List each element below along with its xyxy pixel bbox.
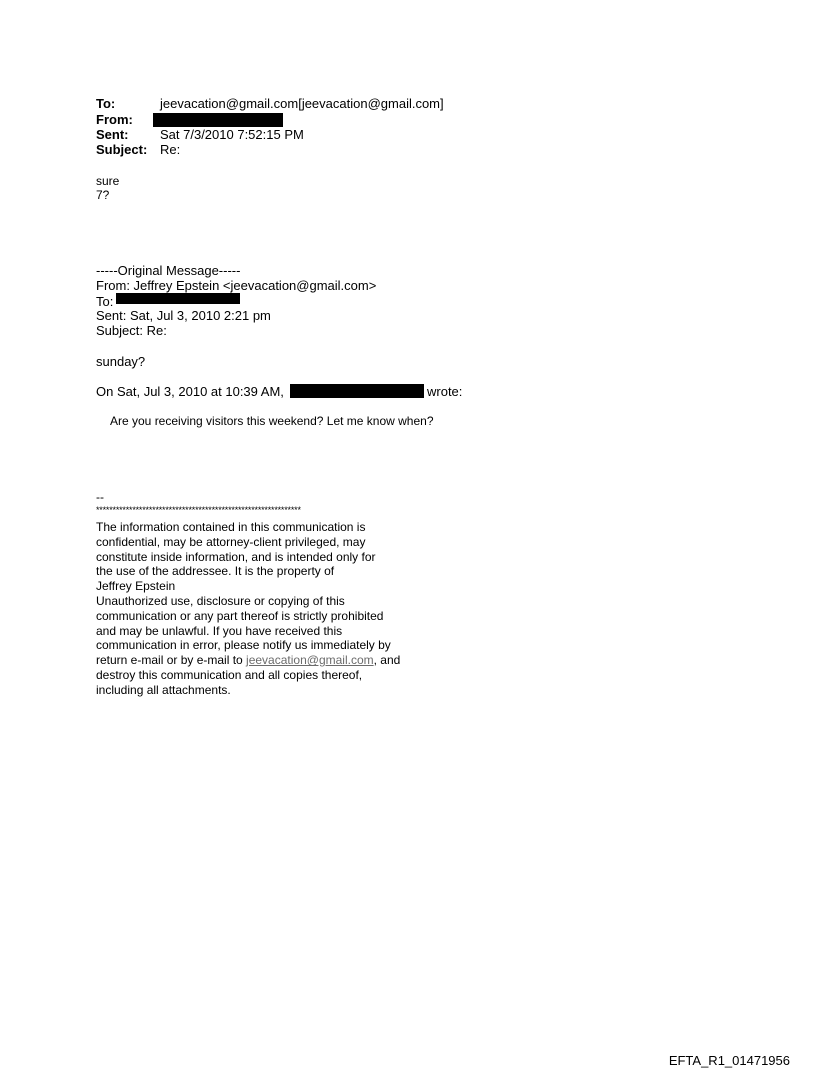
disclaimer-line: Jeffrey Epstein bbox=[96, 579, 176, 594]
disclaimer-line: communication or any part thereof is strictly prohibited bbox=[96, 608, 384, 623]
disclaimer-line: communication in error, please notify us immediately by bbox=[96, 638, 391, 653]
subject-value: Re: bbox=[160, 142, 181, 157]
reply-line-1: sure bbox=[96, 174, 120, 188]
original-from: From: Jeffrey Epstein <jeevacation@gmail.com> bbox=[96, 278, 377, 293]
subject-label: Subject: bbox=[96, 142, 148, 157]
original-separator: -----Original Message----- bbox=[96, 263, 241, 278]
disclaimer-link-line bbox=[96, 653, 456, 668]
disclaimer-line: and may be unlawful. If you have received this bbox=[96, 623, 343, 638]
disclaimer-line: the use of the addressee. It is the property of bbox=[96, 564, 335, 579]
from-label: From: bbox=[96, 112, 133, 127]
document-id: EFTA_R1_01471956 bbox=[668, 1053, 790, 1068]
disclaimer-text bbox=[96, 520, 456, 698]
disclaimer-line: confidential, may be attorney-client privileged, may bbox=[96, 534, 366, 549]
to-label: To: bbox=[96, 96, 116, 111]
sent-label: Sent: bbox=[96, 127, 129, 142]
redaction-box bbox=[116, 293, 240, 304]
quote-intro-suffix: wrote: bbox=[427, 384, 463, 399]
to-value: jeevacation@gmail.com[jeevacation@gmail.com] bbox=[160, 96, 444, 111]
quoted-text: Are you receiving visitors this weekend? Let me know when? bbox=[110, 414, 434, 428]
disclaimer-line: including all attachments. bbox=[96, 682, 231, 697]
sent-value: Sat 7/3/2010 7:52:15 PM bbox=[160, 127, 304, 142]
link-line-suffix: , and bbox=[373, 653, 401, 668]
email-link[interactable]: jeevacation@gmail.com bbox=[246, 653, 374, 668]
signature-dashes: -- bbox=[96, 490, 104, 504]
redaction-box bbox=[153, 113, 283, 127]
disclaimer-line: constitute inside information, and is intended only for bbox=[96, 549, 376, 564]
disclaimer-line: The information contained in this communication is bbox=[96, 520, 366, 534]
disclaimer-line: destroy this communication and all copies thereof, bbox=[96, 667, 363, 682]
redaction-box bbox=[290, 384, 424, 398]
reply-line-2: 7? bbox=[96, 188, 110, 202]
original-body: sunday? bbox=[96, 354, 146, 369]
signature-stars: ************************************************************** bbox=[96, 505, 301, 515]
original-sent: Sent: Sat, Jul 3, 2010 2:21 pm bbox=[96, 308, 271, 323]
quote-intro-prefix: On Sat, Jul 3, 2010 at 10:39 AM, bbox=[96, 384, 284, 399]
original-subject: Subject: Re: bbox=[96, 323, 167, 338]
disclaimer-line: Unauthorized use, disclosure or copying of this bbox=[96, 593, 345, 608]
link-line-prefix: return e-mail or by e-mail to bbox=[96, 653, 247, 668]
original-to-label: To: bbox=[96, 294, 114, 309]
